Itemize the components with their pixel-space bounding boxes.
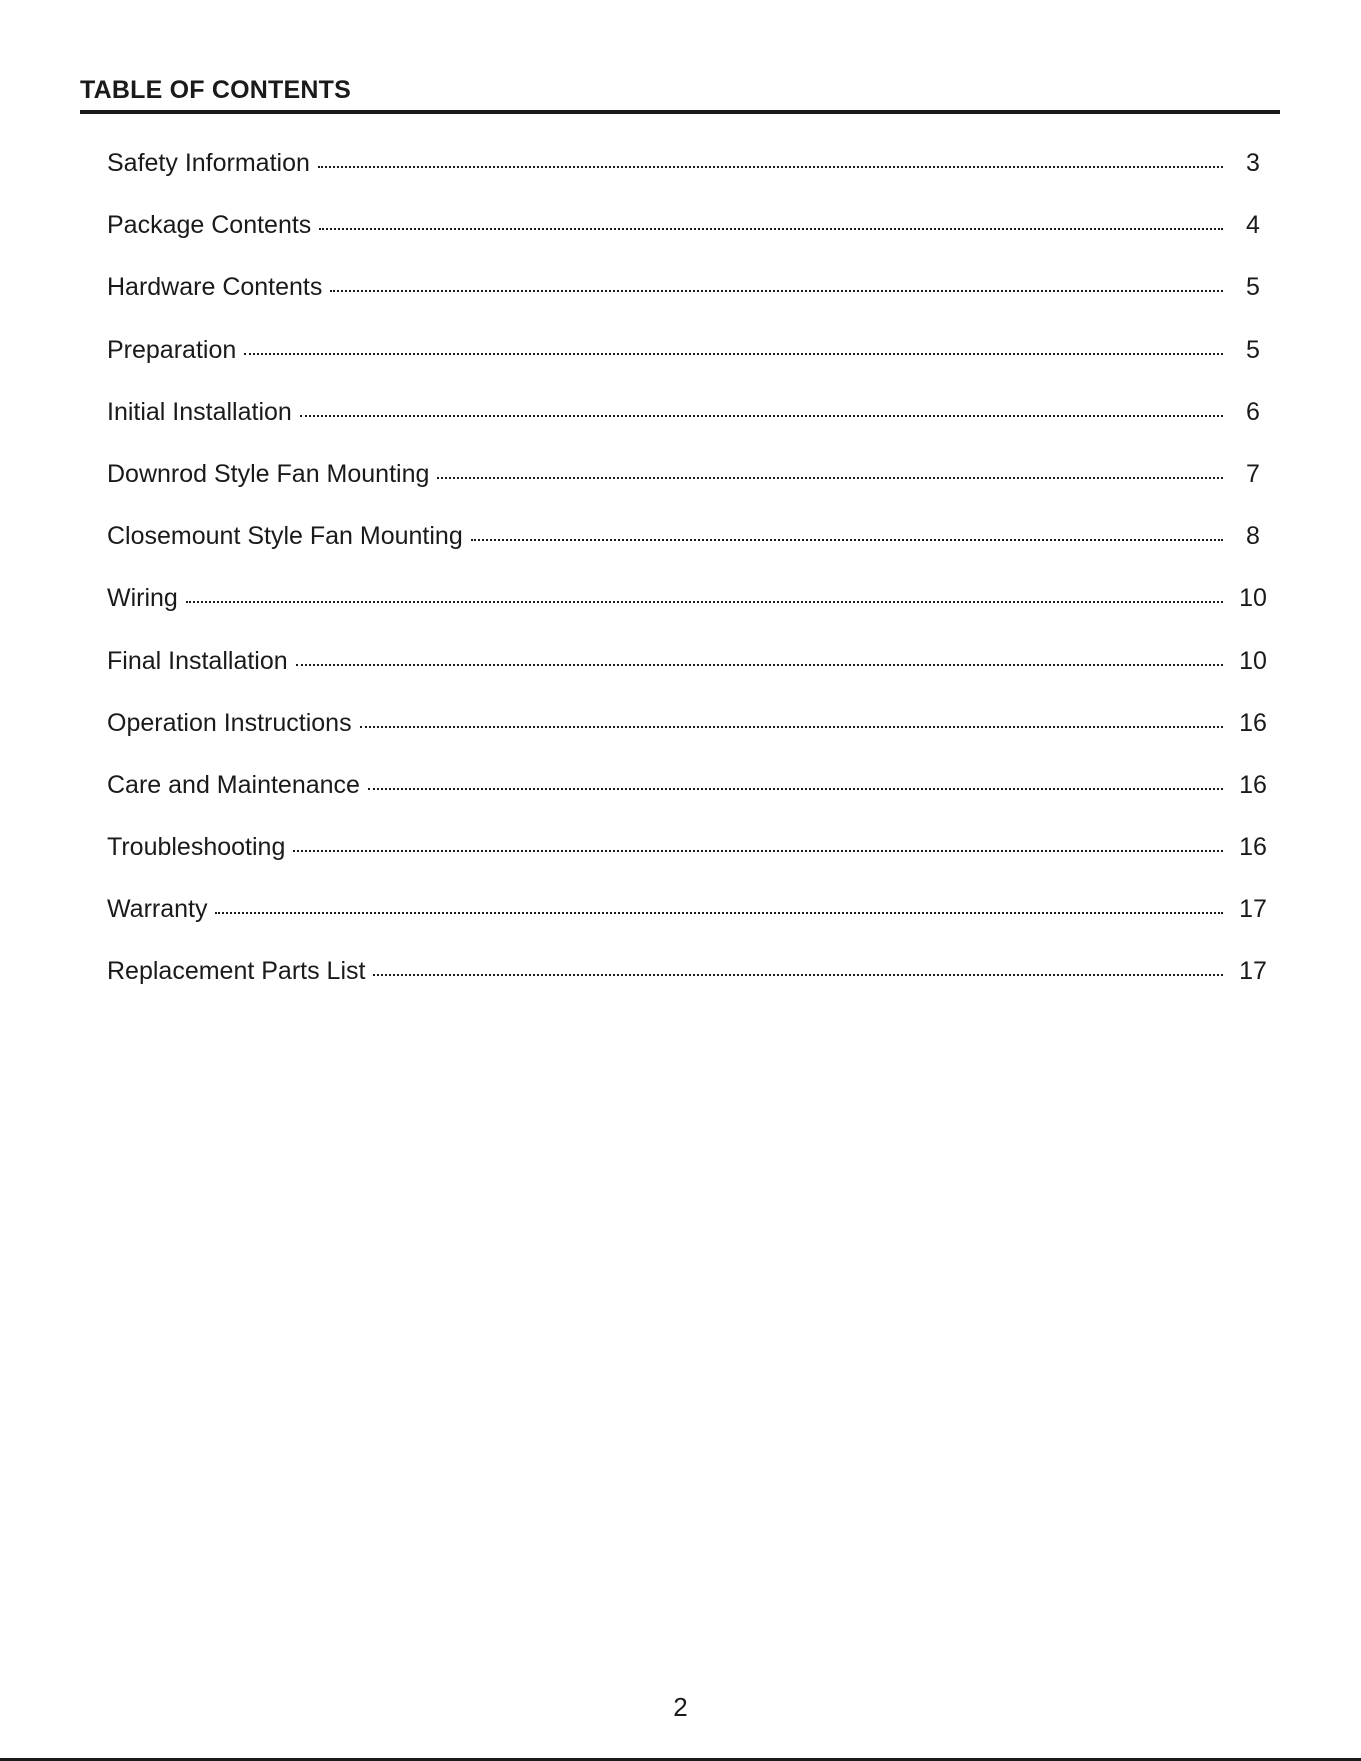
- toc-entry-page: 7: [1246, 459, 1260, 488]
- toc-entry[interactable]: [107, 149, 1275, 211]
- toc-entry-page: 8: [1246, 522, 1260, 551]
- toc-entry[interactable]: [107, 398, 1275, 460]
- toc-entry-page: 4: [1246, 211, 1260, 240]
- toc-entry[interactable]: [107, 211, 1275, 273]
- toc-entry-page: 17: [1239, 957, 1267, 986]
- dot-leader: [244, 353, 1223, 355]
- toc-entry-page: 3: [1246, 149, 1260, 177]
- toc-entry[interactable]: [107, 771, 1275, 833]
- toc-entry[interactable]: [107, 336, 1275, 398]
- toc-entry-label: Replacement Parts List: [107, 957, 366, 986]
- toc-entry-label: Operation Instructions: [107, 708, 352, 737]
- toc-entry-page: 16: [1239, 708, 1267, 737]
- toc-entry[interactable]: [107, 647, 1275, 709]
- toc-entry-label: Closemount Style Fan Mounting: [107, 522, 463, 551]
- dot-leader: [471, 539, 1223, 541]
- toc-entry-page: 16: [1239, 770, 1267, 799]
- toc-entry-label: Wiring: [107, 584, 178, 613]
- toc-entry[interactable]: [107, 709, 1275, 771]
- title-divider: [80, 110, 1280, 114]
- toc-entry-page: 16: [1239, 833, 1267, 862]
- toc-entry[interactable]: [107, 273, 1275, 335]
- toc-entry-page: 17: [1239, 895, 1267, 924]
- dot-leader: [318, 166, 1223, 168]
- dot-leader: [368, 788, 1223, 790]
- toc-entry-label: Safety Information: [107, 149, 310, 177]
- toc-entry[interactable]: [107, 895, 1275, 957]
- toc-entry-label: Downrod Style Fan Mounting: [107, 459, 430, 488]
- toc-entry-label: Warranty: [107, 895, 208, 924]
- toc-entry-label: Hardware Contents: [107, 273, 323, 302]
- dot-leader: [437, 477, 1223, 479]
- dot-leader: [215, 912, 1223, 914]
- toc-entry-page: 5: [1246, 335, 1260, 364]
- dot-leader: [319, 228, 1223, 230]
- dot-leader: [300, 415, 1223, 417]
- dot-leader: [296, 664, 1223, 666]
- toc-entry[interactable]: [107, 957, 1275, 1019]
- toc-entry-label: Care and Maintenance: [107, 770, 360, 799]
- toc-entry-label: Initial Installation: [107, 397, 292, 426]
- toc-entry[interactable]: [107, 460, 1275, 522]
- toc-entry-label: Preparation: [107, 335, 237, 364]
- dot-leader: [330, 290, 1223, 292]
- dot-leader: [293, 850, 1223, 852]
- dot-leader: [186, 601, 1223, 603]
- toc-entry[interactable]: [107, 522, 1275, 584]
- table-of-contents: [107, 149, 1275, 1020]
- toc-entry-page: 10: [1239, 646, 1267, 675]
- toc-entry[interactable]: [107, 833, 1275, 895]
- toc-entry-label: Package Contents: [107, 211, 312, 240]
- toc-entry-page: 10: [1239, 584, 1267, 613]
- toc-entry[interactable]: [107, 584, 1275, 646]
- dot-leader: [373, 974, 1223, 976]
- toc-entry-label: Final Installation: [107, 646, 288, 675]
- dot-leader: [360, 726, 1223, 728]
- toc-entry-page: 5: [1246, 273, 1260, 302]
- page-title: TABLE OF CONTENTS: [80, 76, 351, 104]
- toc-entry-page: 6: [1246, 397, 1260, 426]
- page-number: 2: [673, 1692, 688, 1722]
- toc-entry-label: Troubleshooting: [107, 833, 286, 862]
